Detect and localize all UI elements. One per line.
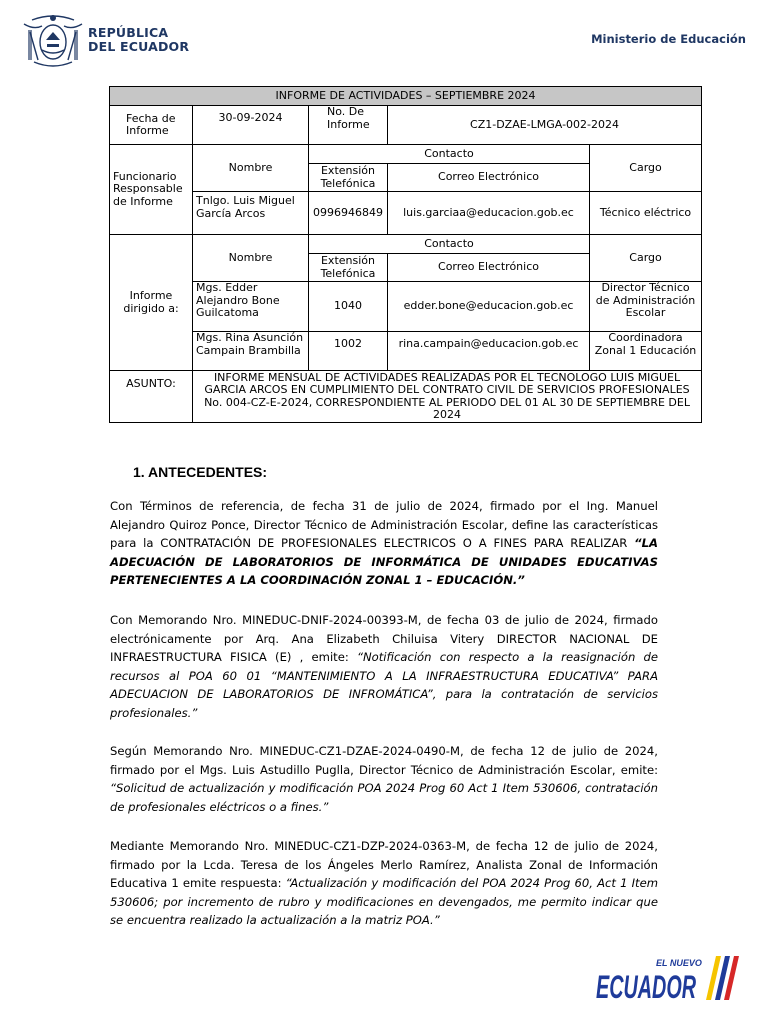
report-info-table	[109, 86, 702, 423]
destinatario-row	[110, 332, 702, 371]
asunto-label: ASUNTO:	[110, 371, 193, 423]
paragraph-3	[110, 742, 658, 816]
destinatario-extension: 1040	[309, 282, 388, 332]
no-informe-label: No. De Informe	[309, 106, 388, 145]
paragraph-1	[110, 497, 658, 590]
paragraph-3-quote: “Solicitud de actualización y modificación POA 2024 Prog 60 Act 1 Item 530606, contratación de profesionales eléctricos o a fines.”	[110, 781, 658, 814]
paragraph-4-quote: “Actualización y modificación del POA 2024 Prog 60, Act 1 Item 530606; por incremento de rubro y modificaciones en devengados, me permito indicar que se encuentra realizado la actualización a la matriz POA.”	[110, 876, 659, 927]
republic-header	[20, 10, 189, 70]
contacto-header: Contacto	[309, 145, 590, 164]
coat-of-arms-icon	[20, 10, 86, 70]
paragraph-1-text: Con Términos de referencia, de fecha 31 de julio de 2024, firmado por el Ing. Manuel Alejandro Quiroz Ponce, Director Técnico de Administración Escolar, define las características para la CONTRATACIÓN DE PROFESIONALES ELECTRICOS O A FINES PARA REALIZAR	[110, 499, 658, 550]
destinatario-nombre: Mgs. Edder Alejandro Bone Guilcatoma	[193, 282, 309, 332]
cargo-header-2: Cargo	[590, 235, 702, 282]
fecha-label: Fecha de Informe	[110, 106, 193, 145]
funcionario-nombre: Tnlgo. Luis Miguel García Arcos	[193, 192, 309, 235]
republic-line1: REPÚBLICA	[88, 25, 169, 40]
funcionario-label: Funcionario Responsable de Informe	[110, 145, 193, 235]
paragraph-4	[110, 837, 658, 930]
destinatario-extension: 1002	[309, 332, 388, 371]
republic-line2: DEL ECUADOR	[88, 39, 190, 54]
destinatario-correo: rina.campain@educacion.gob.ec	[388, 332, 590, 371]
logo-big-text: ECUADOR	[596, 969, 696, 1004]
section-title-antecedentes: 1. ANTECEDENTES:	[133, 464, 268, 480]
paragraph-3-text: Según Memorando Nro. MINEDUC-CZ1-DZAE-2024-0490-M, de fecha 12 de julio de 2024, firmado por el Mgs. Luis Astudillo Puglla, Director Técnico de Administración Escolar, emite:	[110, 744, 658, 777]
ministry-name: Ministerio de Educación	[591, 32, 746, 46]
asunto-value: INFORME MENSUAL DE ACTIVIDADES REALIZADAS POR EL TECNOLOGO LUIS MIGUEL GARCIA ARCOS EN CUMPLIMIENTO DEL CONTRATO CIVIL DE SERVICIOS PROFESIONALES No. 004-CZ-E-2024, CORRESPONDIENTE AL PERIODO DEL 01 AL 30 DE SEPTIEMBRE DEL 2024	[193, 371, 702, 423]
destinatario-correo: edder.bone@educacion.gob.ec	[388, 282, 590, 332]
paragraph-4-text: Mediante Memorando Nro. MINEDUC-CZ1-DZP-2024-0363-M, de fecha 12 de julio de 2024, firmado por la Lcda. Teresa de los Ángeles Merlo Ramírez, Analista Zonal de Información Educativa 1 emite respuesta:	[110, 839, 658, 890]
table-title-row	[110, 87, 702, 106]
correo-header: Correo Electrónico	[388, 164, 590, 192]
table-row	[110, 235, 702, 254]
funcionario-correo: luis.garciaa@educacion.gob.ec	[388, 192, 590, 235]
destinatario-cargo: Coordinadora Zonal 1 Educación	[590, 332, 702, 371]
destinatario-nombre: Mgs. Rina Asunción Campain Brambilla	[193, 332, 309, 371]
paragraph-2	[110, 611, 658, 722]
paragraph-1-quote: “LA ADECUACIÓN DE LABORATORIOS DE INFORMÁTICA DE UNIDADES EDUCATIVAS PERTENECIENTES A LA COORDINACIÓN ZONAL 1 – EDUCACIÓN.”	[110, 536, 658, 587]
funcionario-row	[110, 192, 702, 235]
fecha-value: 30-09-2024	[193, 106, 309, 145]
destinatario-row	[110, 282, 702, 332]
table-row	[110, 145, 702, 164]
paragraph-2-text: Con Memorando Nro. MINEDUC-DNIF-2024-00393-M, de fecha 03 de julio de 2024, firmado electrónicamente por Arq. Ana Elizabeth Chiluisa Vitery DIRECTOR NACIONAL DE INFRAESTRUCTURA FISICA (E) , emite:	[110, 613, 658, 664]
extension-header-2: Extensión Telefónica	[309, 254, 388, 282]
nombre-header: Nombre	[193, 145, 309, 192]
paragraph-2-quote: “Notificación con respecto a la reasignación de recursos al POA 60 01 “MANTENIMIENTO A LA INFRAESTRUCTURA EDUCATIVA” PARA ADECUACION DE LABORATORIOS DE INFROMÁTICA”, para la contratación de servicios profesionales.”	[110, 650, 658, 720]
funcionario-cargo: Técnico eléctrico	[590, 192, 702, 235]
cargo-header: Cargo	[590, 145, 702, 192]
table-row	[110, 106, 702, 145]
dirigido-label: Informe dirigido a:	[110, 235, 193, 371]
logo-small-text: EL NUEVO	[656, 958, 702, 968]
funcionario-extension: 0996946849	[309, 192, 388, 235]
el-nuevo-ecuador-logo	[594, 954, 744, 1004]
extension-header: Extensión Telefónica	[309, 164, 388, 192]
asunto-row	[110, 371, 702, 423]
republic-name	[88, 26, 189, 54]
contacto-header-2: Contacto	[309, 235, 590, 254]
table-title: INFORME DE ACTIVIDADES – SEPTIEMBRE 2024	[110, 87, 702, 106]
no-informe-value: CZ1-DZAE-LMGA-002-2024	[388, 106, 702, 145]
destinatario-cargo: Director Técnico de Administración Escolar	[590, 282, 702, 332]
correo-header-2: Correo Electrónico	[388, 254, 590, 282]
nombre-header-2: Nombre	[193, 235, 309, 282]
